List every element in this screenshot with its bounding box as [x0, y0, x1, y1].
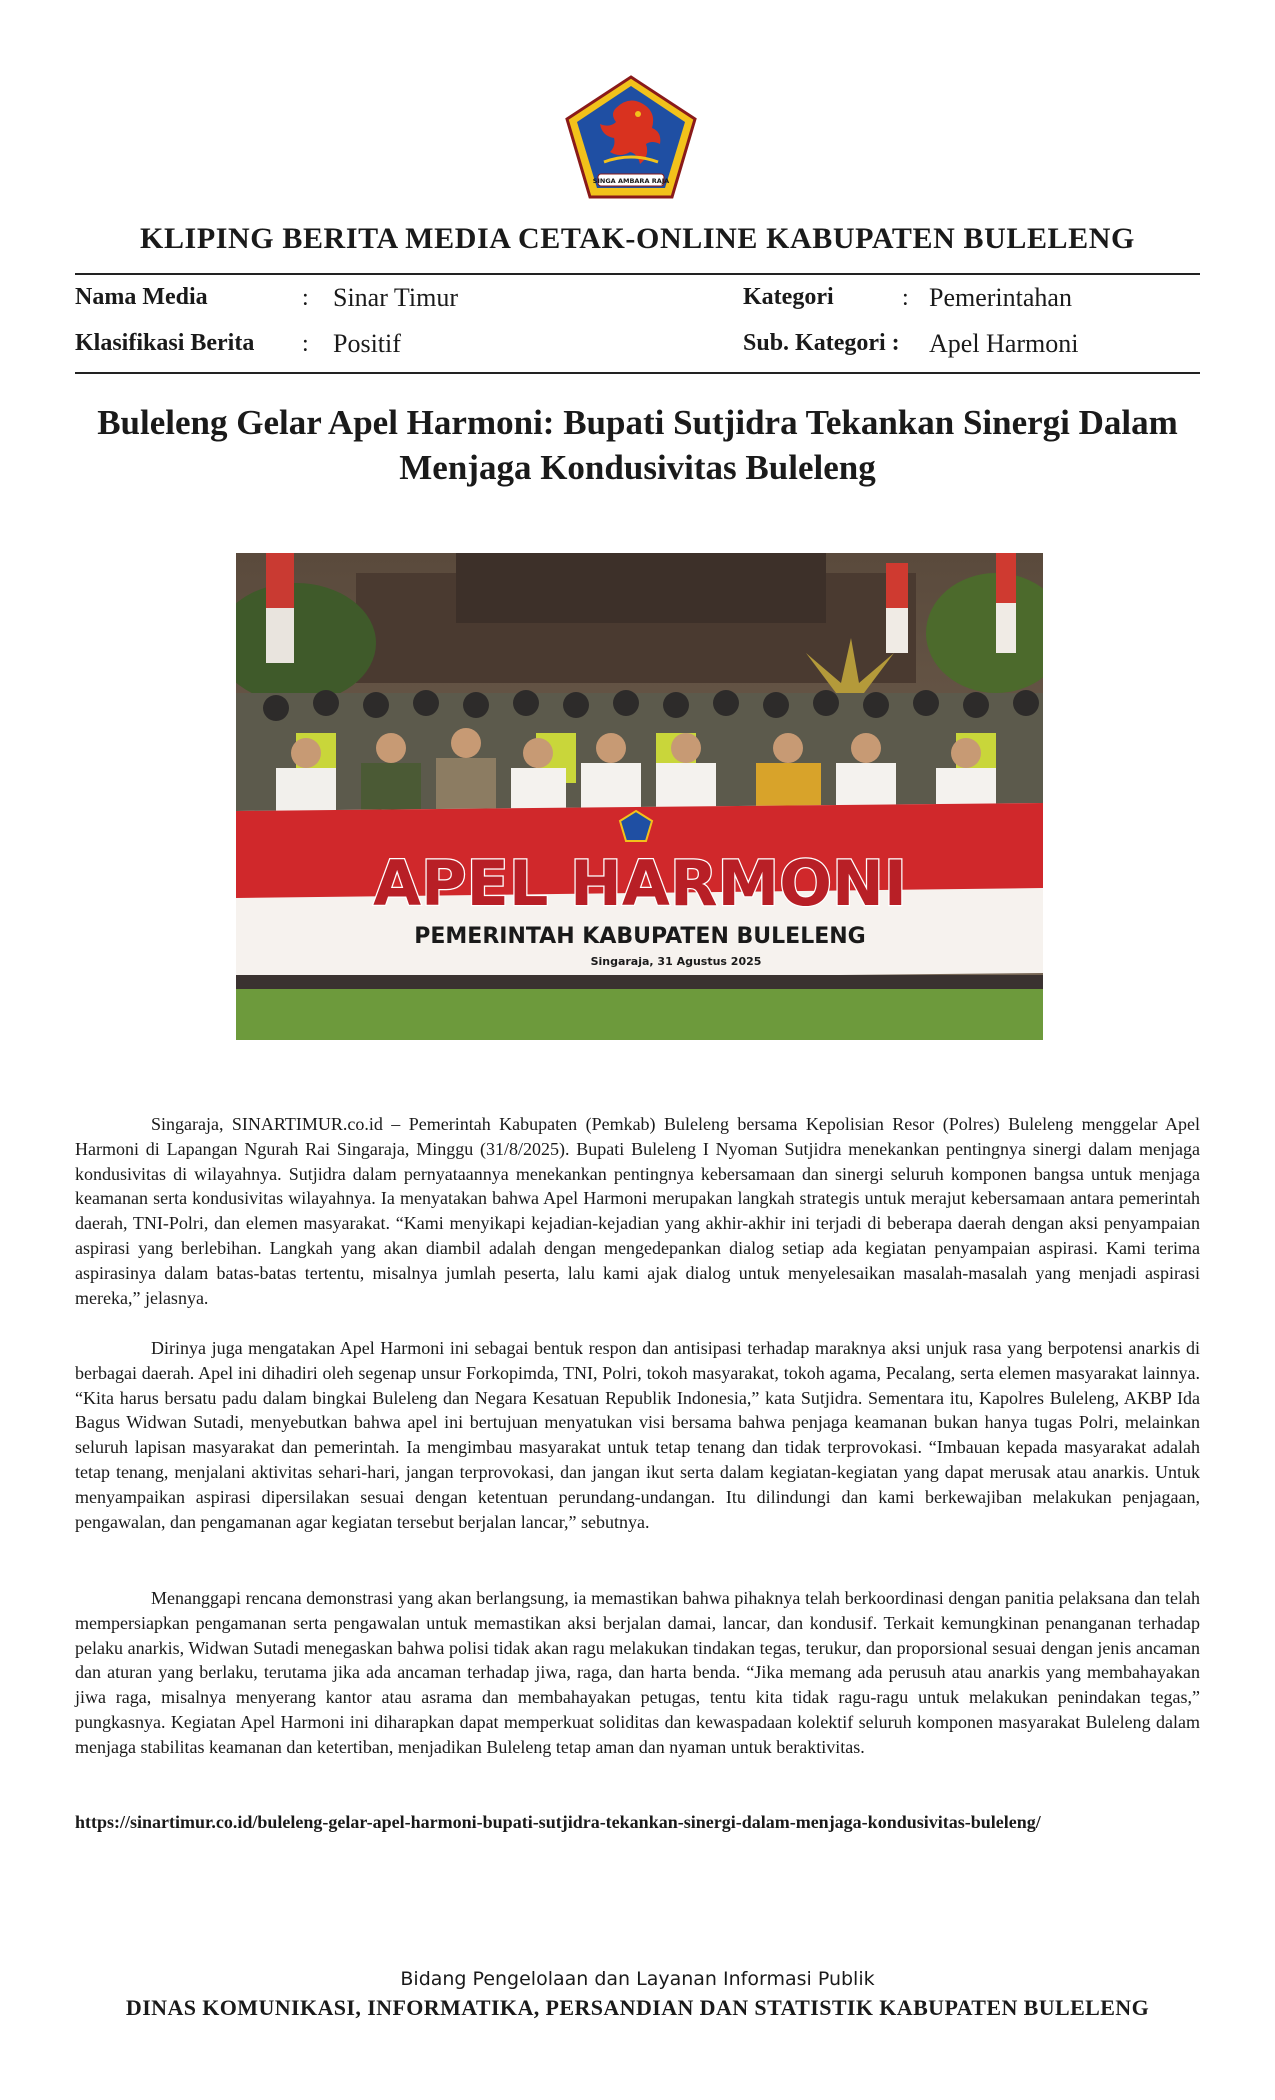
buleleng-regency-logo: [564, 74, 698, 200]
footer-division: Bidang Pengelolaan dan Layanan Informasi Publik: [400, 1968, 875, 1990]
banner-title: APEL HARMONI: [373, 847, 907, 920]
header-top-rule: [75, 273, 1200, 275]
classification-label: Klasifikasi Berita: [75, 330, 255, 356]
media-name-value: Sinar Timur: [333, 283, 458, 312]
category-value: Pemerintahan: [929, 283, 1072, 312]
classification-value: Positif: [333, 329, 401, 358]
source-url-link[interactable]: https://sinartimur.co.id/buleleng-gelar-apel-harmoni-bupati-sutjidra-tekankan-sinergi-dalam-menjaga-kondusivitas-buleleng/: [75, 1812, 1041, 1832]
article-photo: [236, 553, 1043, 1040]
article-headline: Buleleng Gelar Apel Harmoni: Bupati Sutjidra Tekankan Sinergi Dalam Menjaga Kondusivitas Buleleng: [97, 403, 1178, 487]
media-name-colon: :: [302, 285, 309, 311]
banner-date: Singaraja, 31 Agustus 2025: [590, 955, 762, 968]
document-title: KLIPING BERITA MEDIA CETAK-ONLINE KABUPATEN BULELENG: [140, 222, 1135, 255]
subcategory-label: Sub. Kategori :: [743, 330, 900, 356]
header-bottom-rule: [75, 372, 1200, 374]
category-colon: :: [902, 285, 909, 311]
banner-subtitle: PEMERINTAH KABUPATEN BULELENG: [414, 924, 866, 949]
media-name-label: Nama Media: [75, 284, 208, 310]
category-label: Kategori: [743, 284, 834, 310]
article-paragraph-3: Menanggapi rencana demonstrasi yang akan berlangsung, ia memastikan bahwa pihaknya telah berkoordinasi dengan panitia pelaksana dan telah mempersiapkan pengamanan serta pengawalan untuk memastikan aksi berjalan damai, lancar, dan kondusif. Terkait kemungkinan penanganan terhadap pelaku anarkis, Widwan Sutadi menegaskan bahwa polisi tidak akan ragu melakukan tindakan tegas, terukur, dan proporsional sesuai dengan jenis ancaman dan aturan yang berlaku, terutama jika ada ancaman terhadap jiwa, raga, dan harta benda. “Jika memang ada perusuh atau anarkis yang membahayakan jiwa raga, misalnya menyerang kantor atau asrama dan membahayakan petugas, tentu kita tidak ragu-ragu untuk melakukan penindakan tegas,” pungkasnya. Kegiatan Apel Harmoni ini diharapkan dapat memperkuat soliditas dan kewaspadaan kolektif seluruh komponen masyarakat Buleleng dalam menjaga stabilitas keamanan dan ketertiban, menjadikan Buleleng tetap aman dan nyaman untuk beraktivitas.: [75, 1588, 1200, 1757]
article-paragraph-1: Singaraja, SINARTIMUR.co.id – Pemerintah Kabupaten (Pemkab) Buleleng bersama Kepolisian Resor (Polres) Buleleng menggelar Apel Harmoni di Lapangan Ngurah Rai Singaraja, Minggu (31/8/2025). Bupati Buleleng I Nyoman Sutjidra menekankan pentingnya sinergi dalam menjaga kondusivitas di wilayahnya. Sutjidra dalam pernyataannya menekankan pentingnya kebersamaan dan sinergi seluruh komponen bangsa untuk menjaga keamanan serta kondusivitas wilayahnya. Ia menyatakan bahwa Apel Harmoni merupakan langkah strategis untuk merajut kebersamaan antara pemerintah daerah, TNI-Polri, dan elemen masyarakat. “Kami menyikapi kejadian-kejadian yang akhir-akhir ini terjadi di beberapa daerah dengan aksi penyampaian aspirasi yang berlebihan. Langkah yang akan diambil adalah dengan mengedepankan dialog setiap ada kegiatan penyampaian aspirasi. Kami terima aspirasinya dalam batas-batas tertentu, misalnya jumlah peserta, lalu kami ajak dialog untuk menyelesaikan masalah-masalah yang menjadi aspirasi mereka,” jelasnya.: [75, 1114, 1200, 1308]
subcategory-value: Apel Harmoni: [929, 329, 1079, 358]
footer-agency: DINAS KOMUNIKASI, INFORMATIKA, PERSANDIAN DAN STATISTIK KABUPATEN BULELENG: [125, 1995, 1150, 2020]
article-paragraph-2: Dirinya juga mengatakan Apel Harmoni ini sebagai bentuk respon dan antisipasi terhadap maraknya aksi unjuk rasa yang berpotensi anarkis di berbagai daerah. Apel ini dihadiri oleh segenap unsur Forkopimda, TNI, Polri, tokoh masyarakat, tokoh agama, Pecalang, serta elemen masyarakat lainnya. “Kita harus bersatu padu dalam bingkai Buleleng dan Negara Kesatuan Republik Indonesia,” kata Sutjidra. Sementara itu, Kapolres Buleleng, AKBP Ida Bagus Widwan Sutadi, menyebutkan bahwa apel ini bertujuan menyatukan visi bersama bahwa penjaga keamanan bukan hanya tugas Polri, melainkan seluruh lapisan masyarakat dan pemerintah. Ia mengimbau masyarakat untuk tetap tenang dan tidak terprovokasi. “Imbauan kepada masyarakat adalah tetap tenang, menjalani aktivitas sehari-hari, jangan terprovokasi, dan jangan ikut serta dalam kegiatan-kegiatan yang dapat merusak atau anarkis. Untuk menyampaikan aspirasi dipersilakan sesuai dengan ketentuan perundang-undangan. Itu dilindungi dan kami berkewajiban melakukan penjagaan, pengawalan, dan pengamanan agar kegiatan tersebut berjalan lancar,” sebutnya.: [75, 1338, 1200, 1532]
classification-colon: :: [302, 331, 309, 357]
logo-motto: SINGA AMBARA RAJA: [592, 177, 670, 185]
